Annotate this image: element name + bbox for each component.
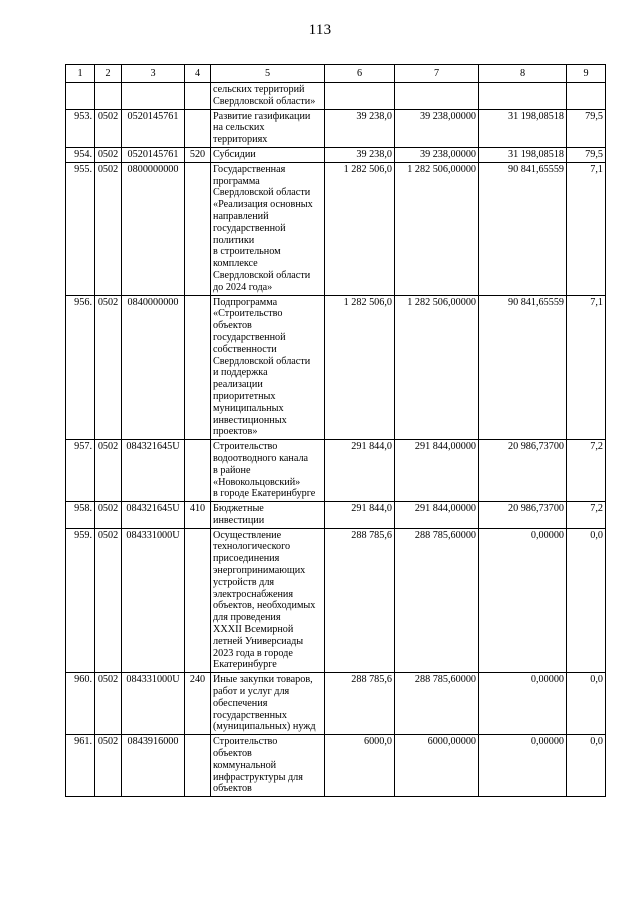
value-col8-cell: 31 198,08518 [479, 109, 567, 147]
percent-cell: 0,0 [567, 735, 606, 797]
row-number-cell [66, 83, 95, 110]
name-line: собственности [213, 343, 277, 355]
expense-type-cell [185, 295, 211, 440]
name-line: сельских территорий [213, 84, 305, 95]
name-line: реализации [213, 379, 263, 391]
name-line: электроснабжения [213, 588, 294, 600]
value-col6-cell: 291 844,0 [325, 440, 395, 502]
value-col8-cell: 0,00000 [479, 735, 567, 797]
percent-cell: 7,2 [567, 502, 606, 529]
section-code-cell: 0502 [95, 147, 122, 162]
target-article-cell: 084321645U [122, 502, 185, 529]
name-cell [211, 440, 325, 502]
name-line: Развитие газификации [213, 110, 311, 122]
row-number-cell: 953. [66, 109, 95, 147]
target-article-cell [122, 83, 185, 110]
name-line: в районе [213, 464, 251, 476]
value-col8-cell: 90 841,65559 [479, 295, 567, 440]
name-line: территориях [213, 134, 268, 146]
expense-type-cell [185, 528, 211, 673]
name-line: инвестиции [213, 514, 265, 526]
name-line: для проведения [213, 612, 281, 624]
value-col8-cell: 20 986,73700 [479, 440, 567, 502]
value-col8-cell: 0,00000 [479, 528, 567, 673]
name-line: технологического [213, 541, 291, 553]
name-line: Свердловской области [213, 269, 311, 281]
name-line: Свердловской области [213, 187, 311, 199]
table-body [66, 83, 606, 797]
name-cell [211, 735, 325, 797]
section-code-cell: 0502 [95, 440, 122, 502]
name-line: объектов [213, 783, 252, 795]
value-col6-cell: 39 238,0 [325, 109, 395, 147]
percent-cell [567, 83, 606, 110]
name-line: Строительство [213, 736, 278, 748]
table-row [66, 673, 606, 735]
expense-type-cell: 240 [185, 673, 211, 735]
name-line: инфраструктуры для [213, 771, 303, 783]
section-code-cell: 0502 [95, 502, 122, 529]
header-cell: 2 [95, 65, 122, 83]
expense-type-cell [185, 440, 211, 502]
name-line: обеспечения [213, 697, 268, 709]
row-number-cell: 958. [66, 502, 95, 529]
value-col6-cell: 288 785,6 [325, 528, 395, 673]
table-row [66, 147, 606, 162]
name-line: политики [213, 234, 255, 246]
section-code-cell: 0502 [95, 109, 122, 147]
table-row [66, 83, 606, 110]
name-line: Свердловской области» [213, 95, 316, 107]
name-cell [211, 147, 325, 162]
name-line: государственных [213, 709, 287, 721]
name-line: на сельских [213, 122, 265, 134]
value-col6-cell: 288 785,6 [325, 673, 395, 735]
target-article-cell: 0800000000 [122, 162, 185, 295]
name-cell [211, 502, 325, 529]
expense-type-cell [185, 735, 211, 797]
value-col7-cell: 288 785,60000 [395, 528, 479, 673]
header-cell: 3 [122, 65, 185, 83]
name-line: до 2024 года» [213, 281, 273, 293]
name-line: Иные закупки товаров, [213, 674, 313, 686]
header-cell: 9 [567, 65, 606, 83]
name-line: устройств для [213, 576, 275, 588]
value-col7-cell: 39 238,00000 [395, 109, 479, 147]
name-cell [211, 673, 325, 735]
value-col7-cell: 288 785,60000 [395, 673, 479, 735]
expense-type-cell: 410 [185, 502, 211, 529]
name-line: проектов» [213, 426, 258, 438]
value-col7-cell [395, 83, 479, 110]
percent-cell: 7,1 [567, 295, 606, 440]
percent-cell: 0,0 [567, 528, 606, 673]
name-line: коммунальной [213, 759, 277, 771]
name-line: летней Универсиады [213, 635, 304, 647]
header-cell: 8 [479, 65, 567, 83]
value-col6-cell: 1 282 506,0 [325, 162, 395, 295]
name-line: и поддержка [213, 367, 268, 379]
table-row [66, 162, 606, 295]
table-row [66, 735, 606, 797]
value-col7-cell: 39 238,00000 [395, 147, 479, 162]
header-cell: 6 [325, 65, 395, 83]
value-col7-cell: 291 844,00000 [395, 440, 479, 502]
name-line: Строительство [213, 441, 278, 453]
name-line: объектов [213, 748, 252, 760]
target-article-cell: 084331000U [122, 528, 185, 673]
percent-cell: 79,5 [567, 147, 606, 162]
section-code-cell: 0502 [95, 295, 122, 440]
section-code-cell: 0502 [95, 528, 122, 673]
row-number-cell: 956. [66, 295, 95, 440]
name-line: государственной [213, 222, 286, 234]
target-article-cell: 0840000000 [122, 295, 185, 440]
header-row [66, 65, 606, 83]
row-number-cell: 960. [66, 673, 95, 735]
name-line: Свердловской области [213, 355, 311, 367]
name-line: направлений [213, 210, 269, 222]
name-line: работ и услуг для [213, 686, 290, 698]
name-line: водоотводного канала [213, 452, 309, 464]
section-code-cell: 0502 [95, 162, 122, 295]
name-line: Екатеринбурге [213, 659, 277, 671]
target-article-cell: 0520145761 [122, 147, 185, 162]
header-cell: 7 [395, 65, 479, 83]
row-number-cell: 954. [66, 147, 95, 162]
expense-type-cell [185, 162, 211, 295]
name-line: приоритетных [213, 390, 276, 402]
name-line: «Новокольцовский» [213, 476, 301, 488]
name-line: Субсидии [213, 148, 256, 160]
target-article-cell: 0843916000 [122, 735, 185, 797]
header-cell: 1 [66, 65, 95, 83]
name-line: Государственная [213, 163, 286, 175]
section-code-cell: 0502 [95, 735, 122, 797]
name-line: программа [213, 175, 260, 187]
expense-type-cell: 520 [185, 147, 211, 162]
value-col7-cell: 1 282 506,00000 [395, 162, 479, 295]
name-line: Бюджетные [213, 503, 264, 515]
table-row [66, 528, 606, 673]
name-cell [211, 162, 325, 295]
value-col8-cell [479, 83, 567, 110]
name-line: Подпрограмма [213, 296, 278, 308]
row-number-cell: 961. [66, 735, 95, 797]
name-line: XXXII Всемирной [213, 624, 294, 636]
target-article-cell: 084321645U [122, 440, 185, 502]
value-col6-cell: 291 844,0 [325, 502, 395, 529]
table-row [66, 502, 606, 529]
name-line: в городе Екатеринбурге [213, 488, 316, 500]
name-line: 2023 года в городе [213, 647, 293, 659]
value-col6-cell [325, 83, 395, 110]
value-col8-cell: 31 198,08518 [479, 147, 567, 162]
name-line: «Строительство [213, 308, 283, 320]
row-number-cell: 959. [66, 528, 95, 673]
name-line: в строительном [213, 246, 281, 258]
expense-type-cell [185, 109, 211, 147]
value-col7-cell: 6000,00000 [395, 735, 479, 797]
header-cell: 4 [185, 65, 211, 83]
name-line: объектов [213, 320, 252, 332]
row-number-cell: 955. [66, 162, 95, 295]
value-col6-cell: 6000,0 [325, 735, 395, 797]
name-cell [211, 528, 325, 673]
value-col6-cell: 1 282 506,0 [325, 295, 395, 440]
name-line: государственной [213, 331, 286, 343]
budget-table [65, 64, 606, 797]
expense-type-cell [185, 83, 211, 110]
value-col7-cell: 291 844,00000 [395, 502, 479, 529]
name-line: инвестиционных [213, 414, 287, 426]
name-line: «Реализация основных [213, 199, 313, 211]
name-line: объектов, необходимых [213, 600, 316, 612]
percent-cell: 7,1 [567, 162, 606, 295]
value-col8-cell: 90 841,65559 [479, 162, 567, 295]
header-cell: 5 [211, 65, 325, 83]
target-article-cell: 084331000U [122, 673, 185, 735]
name-line: комплексе [213, 258, 258, 270]
name-cell [211, 295, 325, 440]
percent-cell: 0,0 [567, 673, 606, 735]
value-col7-cell: 1 282 506,00000 [395, 295, 479, 440]
name-line: Осуществление [213, 529, 282, 541]
percent-cell: 79,5 [567, 109, 606, 147]
table-row [66, 440, 606, 502]
name-cell [211, 83, 325, 110]
row-number-cell: 957. [66, 440, 95, 502]
page-number: 113 [308, 22, 332, 38]
section-code-cell: 0502 [95, 673, 122, 735]
name-line: энергопринимающих [213, 565, 306, 577]
value-col6-cell: 39 238,0 [325, 147, 395, 162]
name-line: присоединения [213, 553, 280, 565]
value-col8-cell: 0,00000 [479, 673, 567, 735]
name-line: муниципальных [213, 402, 284, 414]
value-col8-cell: 20 986,73700 [479, 502, 567, 529]
percent-cell: 7,2 [567, 440, 606, 502]
name-line: (муниципальных) нужд [213, 721, 316, 733]
table-row [66, 295, 606, 440]
table-row [66, 109, 606, 147]
name-cell [211, 109, 325, 147]
section-code-cell [95, 83, 122, 110]
target-article-cell: 0520145761 [122, 109, 185, 147]
